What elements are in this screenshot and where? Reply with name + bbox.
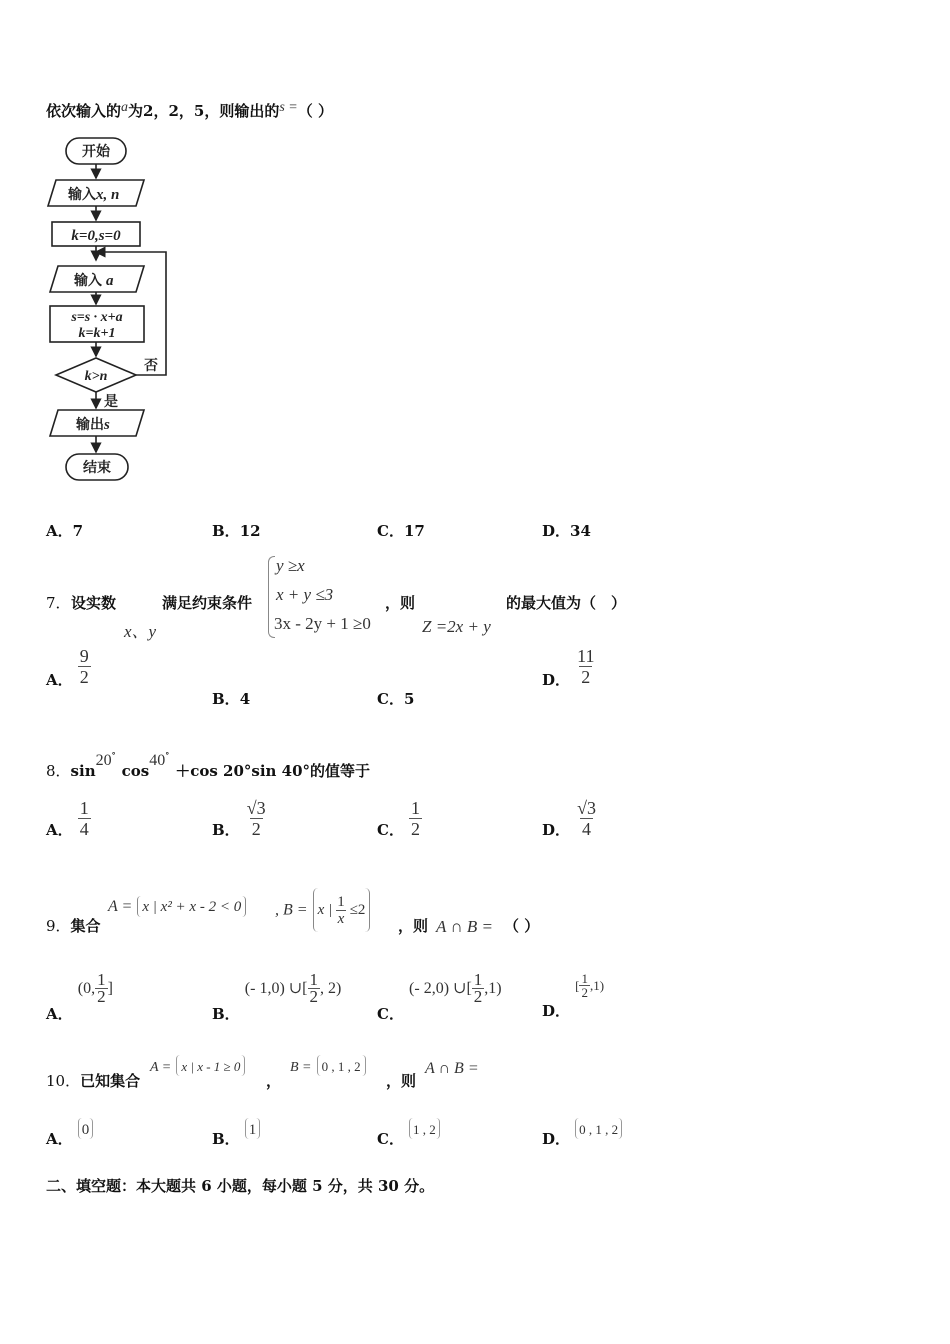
flowchart-start-text: 开始 bbox=[82, 144, 110, 160]
q7-objective: Z =2x + y bbox=[422, 617, 491, 636]
svg-text:输入x, n bbox=[67, 186, 119, 203]
q6-option-a: A．7 bbox=[46, 522, 84, 540]
q7-vars: x、y bbox=[124, 622, 157, 641]
q9-text2: ，则 bbox=[398, 917, 429, 935]
section2-heading: 二、填空题：本大题共 6 小题，每小题 5 分，共 30 分。 bbox=[46, 1177, 435, 1195]
q8-deg20: 20 bbox=[95, 752, 112, 769]
q10-number: 10． bbox=[46, 1072, 81, 1090]
q8-option-d: D． $\frac{√3}{4}$ bbox=[542, 798, 596, 839]
q7-option-a: A． $\frac{9}{2}$ bbox=[46, 646, 89, 689]
q10-sep: ， bbox=[266, 1072, 282, 1090]
q8-sin: sin bbox=[70, 762, 96, 780]
q8-option-c: C． $\frac{1}{2}$ bbox=[377, 798, 421, 839]
flowchart-output-var: s bbox=[104, 417, 110, 433]
flowchart-assign1-text: s=s · x+a bbox=[71, 310, 123, 325]
q9-option-c: C． (- 2,0) ∪[ $\frac{1}{2}$ ,1) bbox=[377, 970, 502, 1023]
q9-set-a: A = x | x² + x - 2 < 0 bbox=[108, 896, 246, 916]
q7-text3: ，则 bbox=[385, 594, 416, 612]
flowchart-end-text: 结束 bbox=[83, 460, 111, 476]
q9-option-d: D． [ $\frac{1}{2}$ ,1) bbox=[542, 971, 605, 1020]
q6-stem-mid: 为2，2，5，则输出的 bbox=[128, 102, 280, 120]
flowchart-cond-text: k>n bbox=[84, 369, 108, 384]
q7-option-c: C．5 bbox=[377, 690, 415, 708]
q10-set-a: A = x | x - 1 ≥ 0 bbox=[150, 1056, 245, 1076]
q8-rest: ＋cos 20°sin 40°的值等于 bbox=[175, 762, 371, 780]
flowchart-no-label: 否 bbox=[144, 358, 158, 374]
q6-option-b: B．12 bbox=[212, 522, 261, 540]
q6-stem-prefix: 依次输入的 bbox=[46, 102, 122, 120]
q10-text2: ，则 bbox=[386, 1072, 417, 1090]
q7-constraint-2: x + y ≤3 bbox=[276, 585, 334, 604]
q6-var-s: s = bbox=[279, 100, 298, 115]
q9-option-b: B． (- 1,0) ∪[ $\frac{1}{2}$ , 2) bbox=[212, 970, 342, 1023]
q6-option-c: C．17 bbox=[377, 522, 425, 540]
q10-stem bbox=[46, 1070, 140, 1091]
q6-stem bbox=[46, 100, 333, 121]
flowchart-yes-label: 是 bbox=[104, 394, 118, 410]
flowchart-assign2-text: k=k+1 bbox=[78, 326, 116, 341]
q9-option-a: A． (0, $\frac{1}{2}$ ] bbox=[46, 970, 113, 1023]
q8-option-a: A． $\frac{1}{4}$ bbox=[46, 798, 89, 839]
q8-option-b: B． $\frac{√3}{2}$ bbox=[212, 798, 266, 839]
q7-text4: 的最大值为（ ） bbox=[506, 594, 627, 612]
q9-text1: 集合 bbox=[70, 917, 101, 935]
q9-expr: A ∩ B = bbox=[436, 917, 493, 936]
q8-deg40: 40 bbox=[149, 752, 166, 769]
q7-number: 7． bbox=[46, 594, 71, 612]
svg-text:输出s bbox=[75, 416, 110, 433]
q6-option-d: D．34 bbox=[542, 522, 591, 540]
flowchart-input-a-prefix: 输入 bbox=[74, 273, 102, 289]
q7-constraint-3: 3x - 2y + 1 ≥0 bbox=[274, 614, 371, 633]
q10-set-b: B = 0 , 1 , 2 bbox=[290, 1056, 366, 1076]
q10-text1: 已知集合 bbox=[80, 1072, 141, 1090]
q7-constraint-1: y ≥x bbox=[276, 556, 305, 575]
q10-expr: A ∩ B = bbox=[425, 1060, 479, 1077]
flowchart-init-text: k=0,s=0 bbox=[71, 228, 121, 244]
flowchart-input-xn-vars: x, n bbox=[96, 187, 120, 203]
q6-flowchart bbox=[40, 132, 190, 492]
q6-stem-suffix: （ ） bbox=[297, 102, 333, 120]
q9-number: 9． bbox=[46, 917, 71, 935]
q9-set-b: , B = x | $\frac{1}{x}$ ≤2 bbox=[275, 888, 370, 932]
q10-option-d: D． 0 , 1 , 2 bbox=[542, 1118, 622, 1139]
q9-stem bbox=[46, 915, 101, 936]
flowchart-input-a-var: a bbox=[106, 273, 114, 289]
q7-text2: 满足约束条件 bbox=[162, 594, 253, 612]
q9-paren: （ ） bbox=[504, 917, 540, 935]
q10-option-a: A． 0 bbox=[46, 1118, 93, 1139]
q7-text1: 设实数 bbox=[71, 594, 117, 612]
flowchart-input-xn-prefix: 输入 bbox=[68, 187, 96, 203]
q10-option-b: B． 1 bbox=[212, 1118, 260, 1139]
q8-number: 8． bbox=[46, 762, 71, 780]
q6-var-a: a bbox=[121, 100, 129, 115]
q8-cos: cos bbox=[121, 762, 150, 780]
q8-stem: 8．sin20°cos40°＋cos 20°sin 40°的值等于 bbox=[46, 750, 371, 780]
svg-text:输入a bbox=[73, 272, 114, 289]
q10-option-c: C． 1 , 2 bbox=[377, 1118, 440, 1139]
flowchart-output-prefix: 输出 bbox=[76, 417, 104, 433]
q7-option-d: D． $\frac{11}{2}$ bbox=[542, 646, 595, 689]
q7-option-b: B．4 bbox=[212, 690, 251, 708]
